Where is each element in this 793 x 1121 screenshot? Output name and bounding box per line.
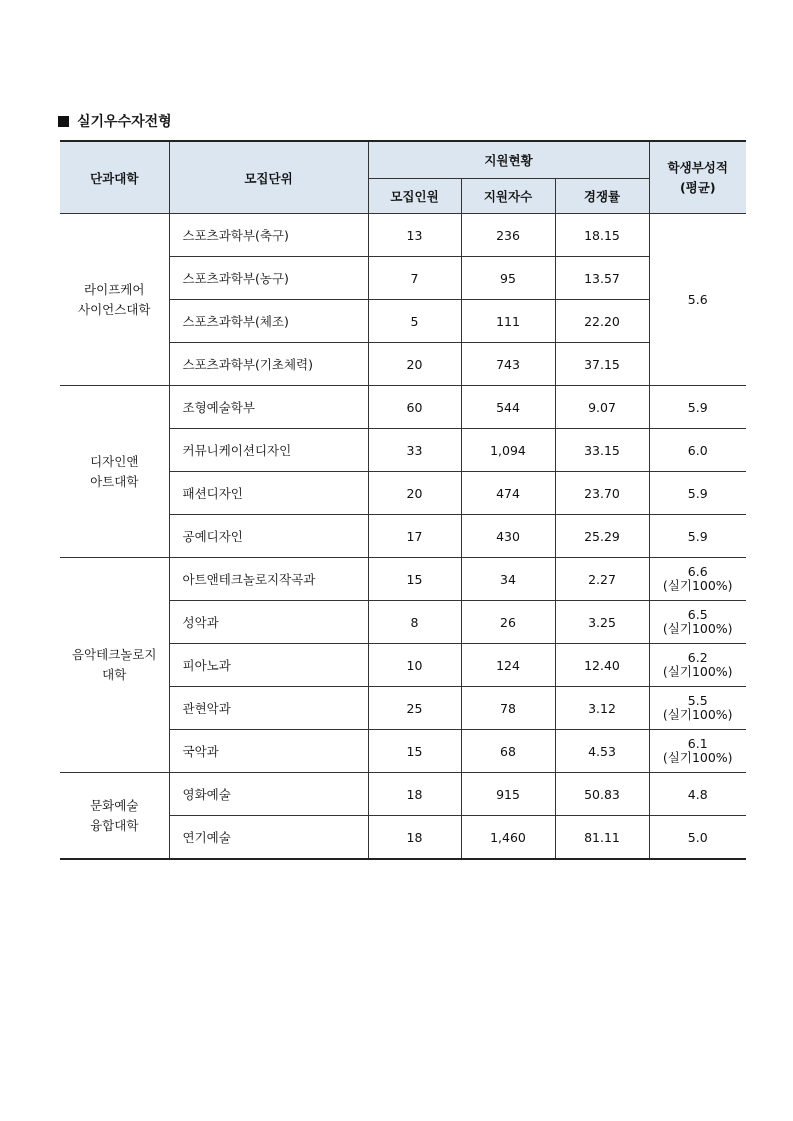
unit-cell: 연기예술: [169, 816, 368, 860]
ratio-cell: 23.70: [555, 472, 649, 515]
unit-cell: 스포츠과학부(축구): [169, 214, 368, 257]
college-name-line2: 아트대학: [90, 473, 139, 489]
ratio-cell: 2.27: [555, 558, 649, 601]
applicants-cell: 1,460: [461, 816, 555, 860]
recruit-cell: 7: [368, 257, 461, 300]
grade-note: (실기100%): [662, 707, 733, 722]
header-application-status: 지원현황: [368, 141, 649, 179]
unit-cell: 커뮤니케이션디자인: [169, 429, 368, 472]
ratio-cell: 18.15: [555, 214, 649, 257]
college-cell: [60, 773, 169, 860]
applicants-cell: 743: [461, 343, 555, 386]
unit-cell: 패션디자인: [169, 472, 368, 515]
table-row: [60, 773, 746, 816]
applicants-cell: 544: [461, 386, 555, 429]
college-name-line2: 사이언스대학: [78, 301, 151, 317]
grade-value: 6.2: [687, 650, 708, 665]
grade-cell: 5.9: [649, 515, 746, 558]
college-cell: [60, 558, 169, 773]
grade-value: 5.5: [687, 693, 708, 708]
applicants-cell: 68: [461, 730, 555, 773]
applicants-cell: 915: [461, 773, 555, 816]
unit-cell: 스포츠과학부(농구): [169, 257, 368, 300]
table-row: [60, 558, 746, 601]
unit-cell: 공예디자인: [169, 515, 368, 558]
applicants-cell: 95: [461, 257, 555, 300]
ratio-cell: 25.29: [555, 515, 649, 558]
header-recruit: 모집인원: [368, 179, 461, 214]
recruit-cell: 18: [368, 773, 461, 816]
ratio-cell: 81.11: [555, 816, 649, 860]
unit-cell: 스포츠과학부(기초체력): [169, 343, 368, 386]
ratio-cell: 12.40: [555, 644, 649, 687]
applicants-cell: 474: [461, 472, 555, 515]
recruit-cell: 20: [368, 343, 461, 386]
header-ratio: 경쟁률: [555, 179, 649, 214]
recruit-cell: 5: [368, 300, 461, 343]
grade-cell: [649, 601, 746, 644]
grade-cell: [649, 730, 746, 773]
college-cell: [60, 214, 169, 386]
college-name-line2: 융합대학: [90, 817, 139, 833]
grade-cell: 5.9: [649, 386, 746, 429]
unit-cell: 피아노과: [169, 644, 368, 687]
grade-note: (실기100%): [662, 750, 733, 765]
section-title: 실기우수자전형: [77, 114, 172, 130]
ratio-cell: 50.83: [555, 773, 649, 816]
recruit-cell: 15: [368, 558, 461, 601]
recruit-cell: 13: [368, 214, 461, 257]
recruit-cell: 20: [368, 472, 461, 515]
college-name-line2: 대학: [102, 667, 127, 682]
applicants-cell: 26: [461, 601, 555, 644]
header-unit: 모집단위: [169, 141, 368, 214]
grade-cell: [649, 687, 746, 730]
grade-note: (실기100%): [662, 664, 733, 679]
recruit-cell: 25: [368, 687, 461, 730]
college-name-line1: 라이프케어: [84, 281, 145, 297]
recruit-cell: 18: [368, 816, 461, 860]
unit-cell: 아트앤테크놀로지작곡과: [169, 558, 368, 601]
header-applicants: 지원자수: [461, 179, 555, 214]
grade-note: (실기100%): [662, 621, 733, 636]
header-grade-line2: (평균): [679, 179, 716, 195]
recruit-cell: 8: [368, 601, 461, 644]
table-row: [60, 386, 746, 429]
ratio-cell: 3.25: [555, 601, 649, 644]
applicants-cell: 236: [461, 214, 555, 257]
unit-cell: 국악과: [169, 730, 368, 773]
header-grade: [649, 141, 746, 214]
recruit-cell: 10: [368, 644, 461, 687]
applicants-cell: 78: [461, 687, 555, 730]
grade-value: 6.1: [687, 736, 708, 751]
admission-status-table: [60, 140, 746, 860]
ratio-cell: 13.57: [555, 257, 649, 300]
unit-cell: 스포츠과학부(체조): [169, 300, 368, 343]
college-name-line1: 음악테크놀로지: [71, 647, 157, 662]
recruit-cell: 15: [368, 730, 461, 773]
ratio-cell: 33.15: [555, 429, 649, 472]
section-heading: [58, 111, 172, 131]
ratio-cell: 3.12: [555, 687, 649, 730]
table-row: [60, 214, 746, 257]
grade-cell: [649, 644, 746, 687]
header-college: 단과대학: [60, 141, 169, 214]
ratio-cell: 9.07: [555, 386, 649, 429]
recruit-cell: 60: [368, 386, 461, 429]
unit-cell: 조형예술학부: [169, 386, 368, 429]
grade-cell: 4.8: [649, 773, 746, 816]
grade-value: 6.5: [687, 607, 708, 622]
ratio-cell: 22.20: [555, 300, 649, 343]
grade-cell: 5.9: [649, 472, 746, 515]
square-bullet-icon: [58, 116, 69, 127]
grade-cell: 5.0: [649, 816, 746, 860]
ratio-cell: 4.53: [555, 730, 649, 773]
applicants-cell: 111: [461, 300, 555, 343]
recruit-cell: 33: [368, 429, 461, 472]
college-cell: [60, 386, 169, 558]
applicants-cell: 124: [461, 644, 555, 687]
grade-cell: 6.0: [649, 429, 746, 472]
grade-value: 6.6: [687, 564, 708, 579]
header-grade-line1: 학생부성적: [667, 159, 728, 175]
unit-cell: 성악과: [169, 601, 368, 644]
college-name-line1: 문화예술: [90, 797, 139, 813]
recruit-cell: 17: [368, 515, 461, 558]
unit-cell: 영화예술: [169, 773, 368, 816]
applicants-cell: 1,094: [461, 429, 555, 472]
grade-cell: [649, 558, 746, 601]
ratio-cell: 37.15: [555, 343, 649, 386]
unit-cell: 관현악과: [169, 687, 368, 730]
grade-cell: 5.6: [649, 214, 746, 386]
applicants-cell: 430: [461, 515, 555, 558]
grade-note: (실기100%): [662, 578, 733, 593]
applicants-cell: 34: [461, 558, 555, 601]
college-name-line1: 디자인앤: [90, 453, 139, 469]
